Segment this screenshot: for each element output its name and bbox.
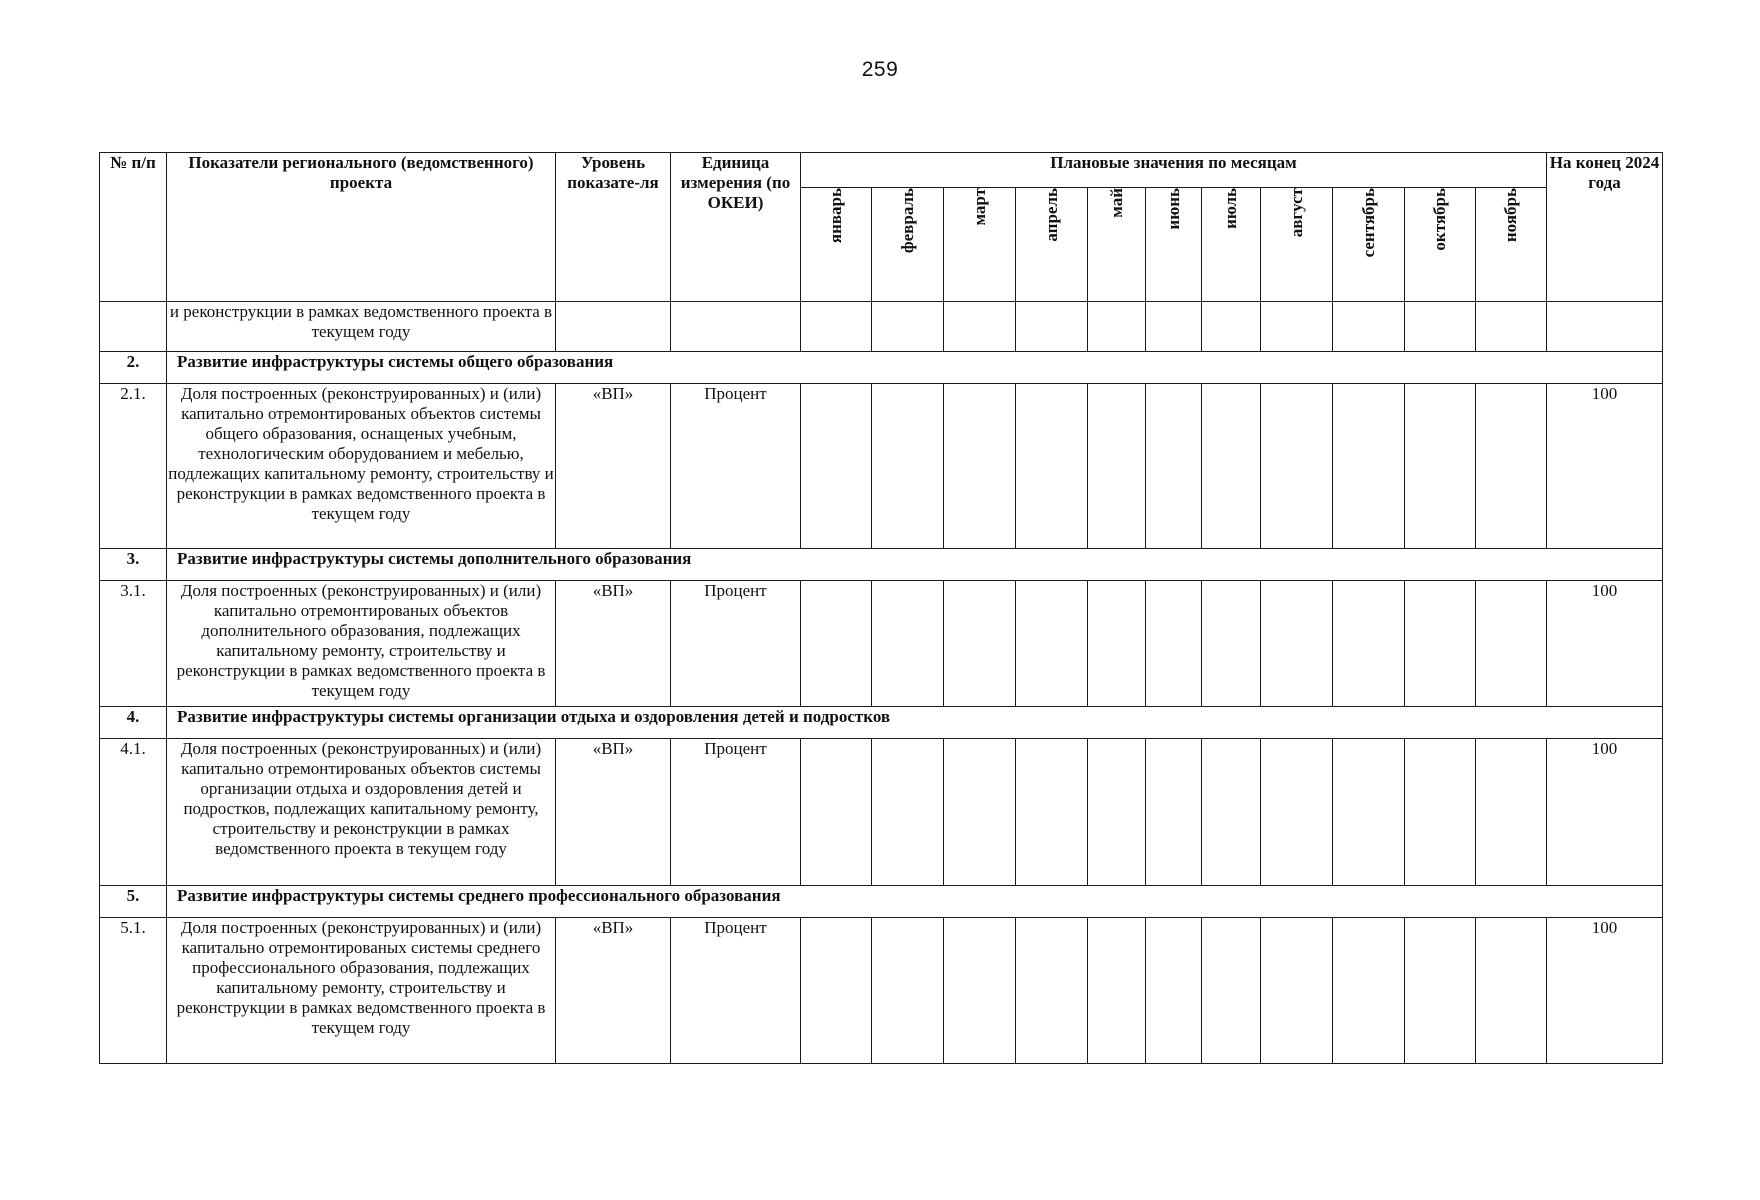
section-num: 2. [100,352,167,384]
month-value-cell [1476,739,1547,886]
header-month [1261,188,1333,302]
header-monthly: Плановые значения по месяцам [801,153,1547,188]
month-value-cell [1146,918,1202,1064]
month-value-cell [1016,918,1088,1064]
month-value-cell [1202,581,1261,707]
section-row [100,352,1663,384]
section-title: Развитие инфраструктуры системы организации отдыха и оздоровления детей и подростков [167,707,1663,739]
month-value-cell [1146,739,1202,886]
row-indicator: и реконструкции в рамках ведомственного проекта в текущем году [167,302,556,352]
month-value-cell [872,918,944,1064]
month-value-cell [1016,739,1088,886]
month-value-cell [1476,581,1547,707]
row-indicator: Доля построенных (реконструированных) и (или) капитально отремонтированых объектов дополнительного образования, подлежащих капитальному ремонту, строительству и реконструкции в рамках ведомственного проекта в текущем году [167,581,556,707]
section-num: 3. [100,549,167,581]
month-value-cell [801,739,872,886]
header-month [944,188,1016,302]
month-value-cell [1476,384,1547,549]
month-value-cell [1405,918,1476,1064]
month-value-cell [1333,739,1405,886]
month-value-cell [1405,581,1476,707]
row-unit: Процент [671,739,801,886]
row-level [556,302,671,352]
row-indicator: Доля построенных (реконструированных) и (или) капитально отремонтированых системы среднего профессионального образования, подлежащих капитальному ремонту, строительству и реконструкции в рамках ведомственного проекта в текущем году [167,918,556,1064]
month-value-cell [1405,302,1476,352]
month-value-cell [944,918,1016,1064]
header-num: № п/п [100,153,167,302]
row-unit [671,302,801,352]
row-num: 3.1. [100,581,167,707]
month-value-cell [1088,384,1146,549]
row-end-value: 100 [1547,384,1663,549]
section-title: Развитие инфраструктуры системы дополнительного образования [167,549,1663,581]
header-month-label: май [1106,188,1126,218]
header-month [1333,188,1405,302]
month-value-cell [944,739,1016,886]
row-indicator: Доля построенных (реконструированных) и (или) капитально отремонтированых объектов системы общего образования, оснащеных учебным, технологическим оборудованием и мебелью, подлежащих капитальному ремонту, строительству и реконструкции в рамках ведомственного проекта в текущем году [167,384,556,549]
month-value-cell [944,581,1016,707]
header-month [1202,188,1261,302]
row-end-value: 100 [1547,918,1663,1064]
header-month [1088,188,1146,302]
month-value-cell [1405,384,1476,549]
month-value-cell [872,384,944,549]
month-value-cell [801,302,872,352]
header-month-label: март [969,188,989,226]
header-month-label: февраль [897,188,917,254]
table-row [100,739,1663,886]
header-month-label: сентябрь [1358,188,1378,258]
month-value-cell [801,581,872,707]
row-indicator: Доля построенных (реконструированных) и (или) капитально отремонтированых объектов системы организации отдыха и оздоровления детей и подростков, подлежащих капитальному ремонту, строительству и реконструкции в рамках ведомственного проекта в текущем году [167,739,556,886]
month-value-cell [1476,302,1547,352]
header-month-label: октябрь [1430,188,1449,251]
header-level: Уровень показате-ля [556,153,671,302]
month-value-cell [872,302,944,352]
row-end-value [1547,302,1663,352]
row-end-value: 100 [1547,739,1663,886]
header-month [1146,188,1202,302]
header-month [801,188,872,302]
month-value-cell [1016,302,1088,352]
month-value-cell [1261,581,1333,707]
header-unit: Единица измерения (по ОКЕИ) [671,153,801,302]
row-num: 2.1. [100,384,167,549]
section-row [100,549,1663,581]
table-row [100,384,1663,549]
month-value-cell [1333,302,1405,352]
row-level: «ВП» [556,918,671,1064]
month-value-cell [1088,581,1146,707]
month-value-cell [1476,918,1547,1064]
header-month-label: август [1286,188,1306,238]
month-value-cell [1088,918,1146,1064]
month-value-cell [872,739,944,886]
month-value-cell [1088,739,1146,886]
header-indicator: Показатели регионального (ведомственного) проекта [167,153,556,302]
page-number: 259 [861,58,899,81]
month-value-cell [1202,739,1261,886]
month-value-cell [1202,918,1261,1064]
header-month-label: июнь [1163,188,1183,230]
month-value-cell [801,384,872,549]
row-level: «ВП» [556,384,671,549]
month-value-cell [1261,918,1333,1064]
month-value-cell [1088,302,1146,352]
row-unit: Процент [671,581,801,707]
month-value-cell [1405,739,1476,886]
header-month-label: июль [1221,188,1240,229]
month-value-cell [1333,384,1405,549]
table-row [100,918,1663,1064]
header-month [1016,188,1088,302]
header-end: На конец 2024 года [1547,153,1663,302]
header-month [1405,188,1476,302]
month-value-cell [1146,384,1202,549]
row-num [100,302,167,352]
row-end-value: 100 [1547,581,1663,707]
indicators-table [99,152,1663,1064]
section-title: Развитие инфраструктуры системы среднего профессионального образования [167,886,1663,918]
month-value-cell [1146,581,1202,707]
row-unit: Процент [671,918,801,1064]
section-num: 4. [100,707,167,739]
header-month-label: январь [826,188,845,244]
month-value-cell [1016,384,1088,549]
table-row [100,581,1663,707]
header-month-label: ноябрь [1501,188,1520,243]
month-value-cell [1146,302,1202,352]
section-row [100,707,1663,739]
month-value-cell [1261,302,1333,352]
month-value-cell [872,581,944,707]
row-num: 5.1. [100,918,167,1064]
row-num: 4.1. [100,739,167,886]
month-value-cell [944,384,1016,549]
row-level: «ВП» [556,581,671,707]
header-month-label: апрель [1041,188,1061,242]
row-level: «ВП» [556,739,671,886]
row-unit: Процент [671,384,801,549]
month-value-cell [944,302,1016,352]
table-row [100,302,1663,352]
section-row [100,886,1663,918]
month-value-cell [1261,384,1333,549]
header-month [872,188,944,302]
month-value-cell [1016,581,1088,707]
header-month [1476,188,1547,302]
section-title: Развитие инфраструктуры системы общего образования [167,352,1663,384]
month-value-cell [1333,581,1405,707]
section-num: 5. [100,886,167,918]
month-value-cell [801,918,872,1064]
month-value-cell [1261,739,1333,886]
month-value-cell [1202,384,1261,549]
month-value-cell [1202,302,1261,352]
month-value-cell [1333,918,1405,1064]
